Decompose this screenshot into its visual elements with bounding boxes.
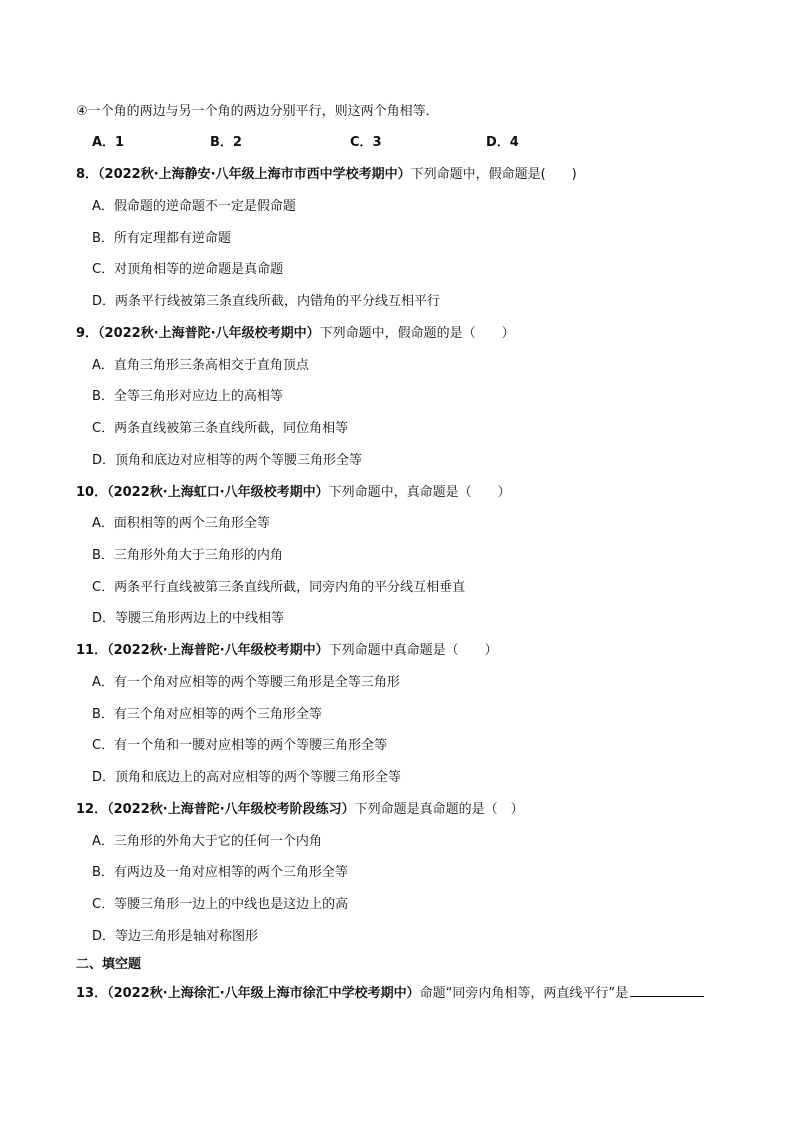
q12-option-c: C．等腰三角形一边上的中线也是这边上的高 (92, 897, 349, 912)
q12-header (76, 800, 524, 820)
q12-option-a: A．三角形的外角大于它的任何一个内角 (92, 834, 322, 849)
q12-option-b: B．有两边及一角对应相等的两个三角形全等 (92, 865, 348, 880)
q7-option-b: B．2 (210, 135, 242, 150)
q9-option-d: D．顶角和底边对应相等的两个等腰三角形全等 (92, 453, 363, 468)
q7-option-c: C．3 (350, 135, 382, 150)
q13-source: （2022秋·上海徐汇·八年级上海市徐汇中学校考期中） (107, 986, 420, 1001)
q8-header (76, 165, 577, 185)
q9-header (76, 324, 515, 344)
q11-source: （2022秋·上海普陀·八年级校考期中） (107, 643, 329, 658)
q12-option-d: D．等边三角形是轴对称图形 (92, 929, 259, 944)
q11-stem: 下列命题中真命题是（ ） (328, 643, 498, 658)
q11-option-a: A．有一个角对应相等的两个等腰三角形是全等三角形 (92, 675, 400, 690)
answer-blank[interactable] (630, 982, 704, 997)
q8-source: （2022秋·上海静安·八年级上海市市西中学校考期中） (98, 167, 411, 182)
section-title-fill-in: 二、填空题 (76, 957, 142, 972)
q8-option-a: A．假命题的逆命题不一定是假命题 (92, 199, 296, 214)
q10-option-c: C．两条平行直线被第三条直线所截，同旁内角的平分线互相垂直 (92, 580, 466, 595)
q9-option-b: B．全等三角形对应边上的高相等 (92, 389, 283, 404)
q8-option-b: B．所有定理都有逆命题 (92, 231, 231, 246)
q13-number: 13． (76, 986, 108, 1001)
q9-number: 9． (76, 326, 99, 341)
q8-number: 8． (76, 167, 99, 182)
q9-stem: 下列命题中，假命题的是（ ） (319, 326, 515, 341)
q11-option-b: B．有三个角对应相等的两个三角形全等 (92, 707, 322, 722)
q10-option-a: A．面积相等的两个三角形全等 (92, 516, 270, 531)
q13-header (76, 982, 704, 1004)
q13-stem: 命题“同旁内角相等，两直线平行”是 (419, 986, 629, 1001)
q8-option-d: D．两条平行线被第三条直线所截，内错角的平分线互相平行 (92, 294, 441, 309)
q12-stem: 下列命题是真命题的是（ ） (354, 802, 524, 817)
q8-stem: 下列命题中，假命题是( ) (410, 167, 577, 182)
q11-number: 11． (76, 643, 108, 658)
q7-option-d: D．4 (486, 135, 519, 150)
q10-number: 10． (76, 485, 108, 500)
q12-source: （2022秋·上海普陀·八年级校考阶段练习） (107, 802, 355, 817)
q10-option-d: D．等腰三角形两边上的中线相等 (92, 611, 285, 626)
q10-stem: 下列命题中，真命题是（ ） (328, 485, 511, 500)
q10-source: （2022秋·上海虹口·八年级校考期中） (107, 485, 329, 500)
q9-source: （2022秋·上海普陀·八年级校考期中） (98, 326, 320, 341)
q7-option-a: A．1 (92, 135, 125, 150)
q8-option-c: C．对顶角相等的逆命题是真命题 (92, 262, 284, 277)
q10-option-b: B．三角形外角大于三角形的内角 (92, 548, 283, 563)
q7-statement-4: ④一个角的两边与另一个角的两边分别平行，则这两个角相等． (76, 104, 439, 119)
q9-option-a: A．直角三角形三条高相交于直角顶点 (92, 358, 309, 373)
q11-option-d: D．顶角和底边上的高对应相等的两个等腰三角形全等 (92, 770, 402, 785)
q9-option-c: C．两条直线被第三条直线所截，同位角相等 (92, 421, 349, 436)
q11-header (76, 641, 498, 661)
q10-header (76, 483, 511, 503)
q12-number: 12． (76, 802, 108, 817)
q11-option-c: C．有一个角和一腰对应相等的两个等腰三角形全等 (92, 738, 388, 753)
